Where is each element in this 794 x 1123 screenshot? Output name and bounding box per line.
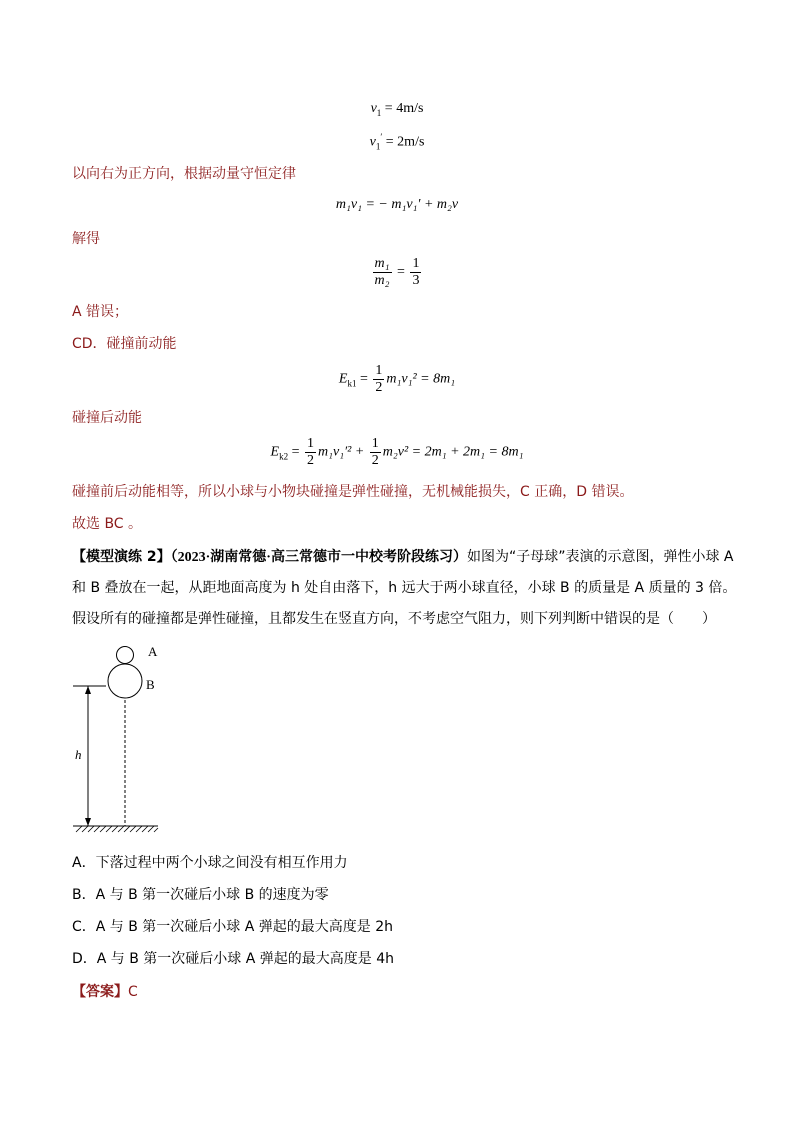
ek2-equation: $E_{k2}$ = $\frac{1}{2}$ m₁v₁′² + $\frac{1}{2}$ m₂v² = 2m₁ + 2m₁ = 8m₁ (270, 436, 524, 468)
ek2-half2-num: 1 (371, 436, 379, 451)
direction-text: 以向右为正方向，根据动量守恒定律 (72, 166, 296, 182)
option-a: A．下落过程中两个小球之间没有相互作用力 (72, 855, 348, 871)
ek2-sub: k2 (279, 451, 289, 462)
ek2-half-2 (370, 436, 381, 469)
drop-diagram (68, 638, 168, 838)
after-label: 碰撞后动能 (72, 410, 142, 426)
solve-label: 解得 (72, 231, 100, 247)
ek1-half-den: 2 (375, 380, 383, 395)
ek2-part1: m₁v₁′² + (318, 444, 365, 460)
ek2-half-1 (305, 436, 316, 469)
problem-text-1: 如图为“子母球”表演的示意图，弹性小球 A (466, 549, 734, 565)
eq-v1p-symbol: v (369, 134, 376, 150)
ek1-symbol: E (338, 371, 348, 387)
ratio-equation: $\frac{\text{m₁}}{\text{m₂}}$ = $\frac{1}{3}$ (374, 256, 420, 288)
eq-v1p-rhs: = 2m/s (382, 134, 425, 150)
answer-label: 【答案】 (72, 984, 128, 1000)
option-c: C．A 与 B 第一次碰后小球 A 弹起的最大高度是 2h (72, 919, 394, 935)
cd-label: CD．碰撞前动能 (72, 336, 177, 352)
answer-line (72, 982, 138, 1002)
ek1-rest: m₁v₁² = 8m₁ (386, 371, 456, 387)
arrow-head-bottom (85, 818, 91, 826)
ek1-half-num: 1 (375, 363, 383, 378)
ek1-equation: $E_{k1}$ = $\frac{1}{2}$ m₁v₁² = 8m₁ (338, 363, 456, 395)
equation-v1 (0, 101, 794, 118)
ek2-symbol: E (270, 444, 280, 460)
ek2-half2-den: 2 (371, 453, 379, 468)
ratio-value-numerator: 1 (412, 256, 420, 271)
ratio-denominator: m₂ (374, 273, 390, 288)
arrow-head-top (85, 686, 91, 694)
ek1-half (373, 363, 384, 396)
problem-line-1 (72, 547, 734, 568)
answer-value: C (128, 984, 138, 1000)
eq-v1p-sup: ′ (380, 132, 383, 142)
eq-v1-sub: 1 (376, 107, 382, 118)
eq-v1-rhs: = 4m/s (381, 101, 424, 116)
label-b: B (146, 677, 155, 692)
a-wrong-text: A 错误； (72, 304, 129, 320)
problem-source: （2023·湖南常德·高三常德市一中校考阶段练习） (170, 550, 467, 565)
label-a: A (148, 644, 158, 659)
momentum-equation: m₁v₁ = − m₁v₁′ + m₂v (335, 197, 459, 212)
ground-hatching (76, 826, 158, 832)
option-d: D．A 与 B 第一次碰后小球 A 弹起的最大高度是 4h (72, 951, 395, 967)
choose-text: 故选 BC 。 (72, 516, 143, 532)
eq-v1p-sub: 1 (375, 141, 381, 152)
ek2-part2: m₂v² = 2m₁ + 2m₁ = 8m₁ (382, 444, 524, 460)
conclusion-text: 碰撞前后动能相等，所以小球与小物块碰撞是弹性碰撞，无机械能损失，C 正确，D 错误。 (72, 484, 634, 500)
ball-a (117, 647, 134, 664)
equation-v1-prime (0, 132, 794, 151)
ball-b (108, 664, 142, 698)
option-b: B．A 与 B 第一次碰后小球 B 的速度为零 (72, 887, 329, 903)
ek1-sub: k1 (347, 378, 357, 389)
problem-line-2: 和 B 叠放在一起，从距地面高度为 h 处自由落下，h 远大于两小球直径，小球 B 的质量是 A 质量的 3 倍。 (72, 580, 737, 596)
problem-tag: 【模型演练 2】 (72, 549, 171, 565)
ek2-half1-num: 1 (307, 436, 315, 451)
ratio-value-fraction (410, 256, 421, 289)
ek2-half1-den: 2 (307, 453, 315, 468)
eq-v1-symbol: v (370, 101, 377, 116)
ratio-numerator: m₁ (374, 256, 390, 271)
label-h: h (75, 747, 82, 762)
ratio-fraction (373, 256, 392, 289)
problem-line-3: 假设所有的碰撞都是弹性碰撞，且都发生在竖直方向，不考虑空气阻力，则下列判断中错误的是（ ） (72, 611, 716, 627)
ratio-value-denominator: 3 (412, 273, 420, 288)
